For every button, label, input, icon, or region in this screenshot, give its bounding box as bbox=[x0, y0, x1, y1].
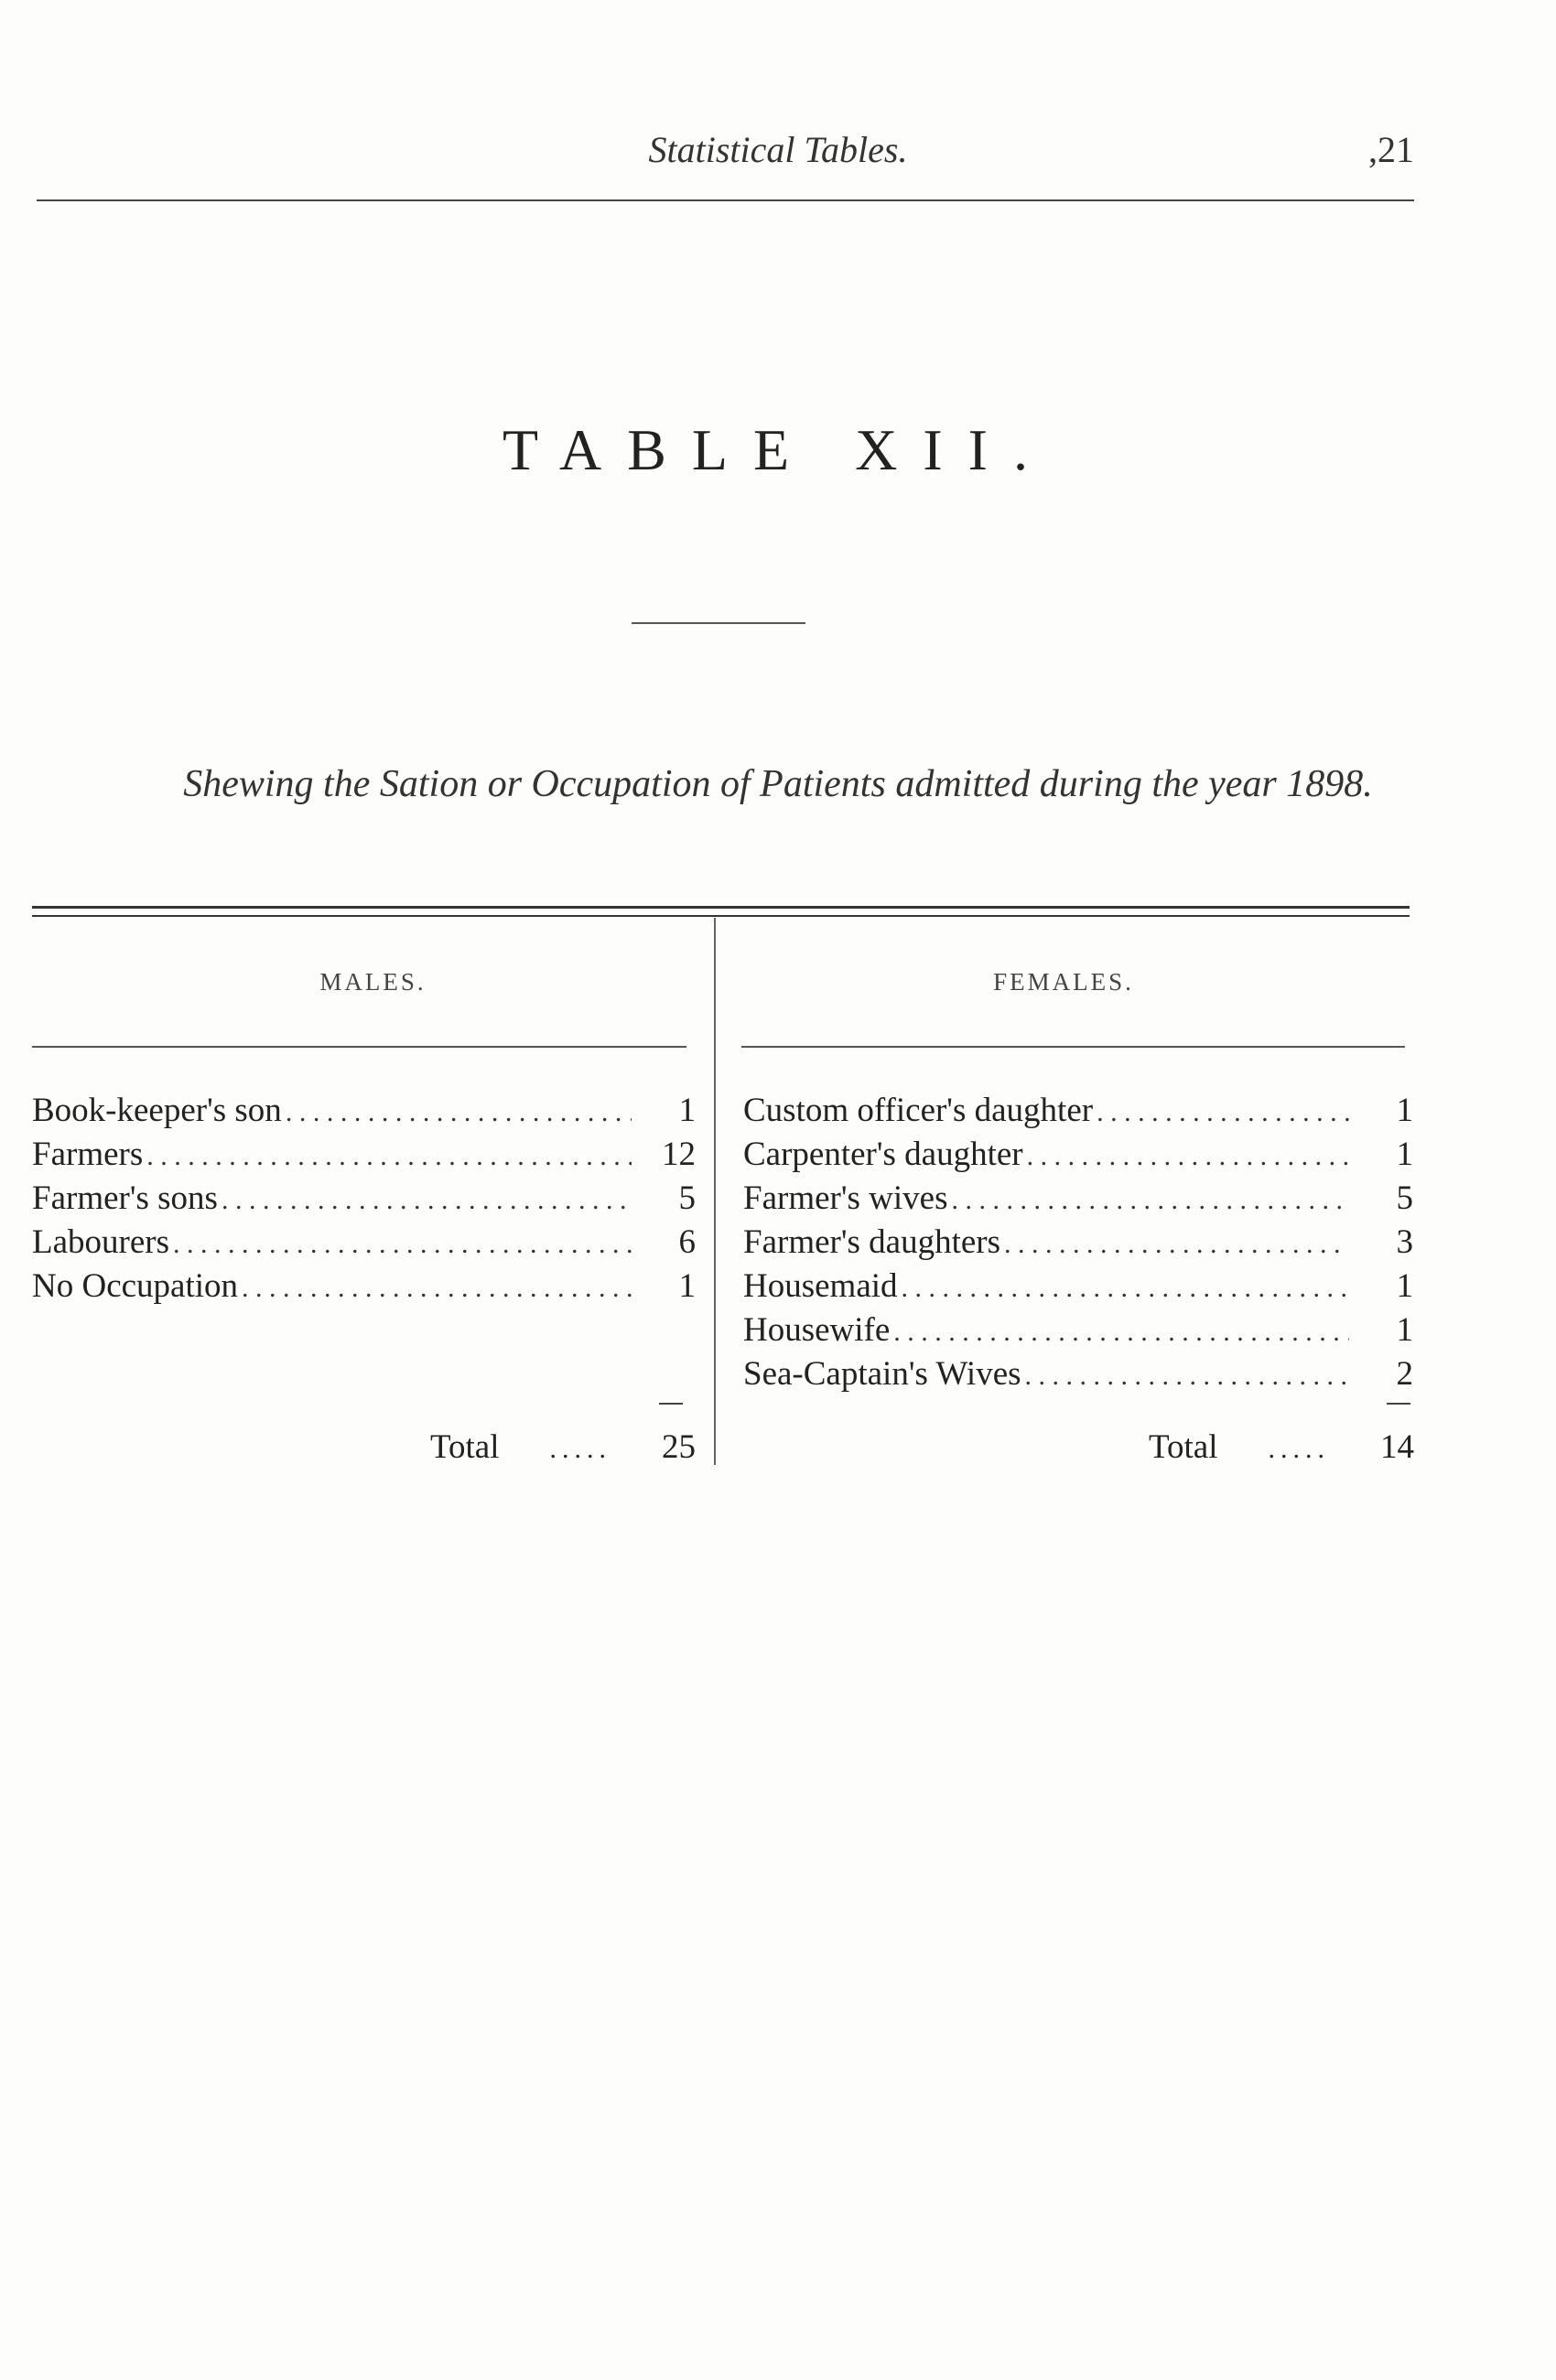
occupation-count: 1 bbox=[1396, 1092, 1413, 1129]
table-row bbox=[743, 1310, 1413, 1354]
table-row bbox=[32, 1222, 696, 1266]
occupation-label: Labourers bbox=[32, 1223, 169, 1261]
occupation-count: 5 bbox=[678, 1179, 696, 1217]
occupation-count: 1 bbox=[1396, 1267, 1413, 1305]
dot-leader bbox=[286, 1097, 632, 1128]
table-top-rule bbox=[32, 906, 1410, 909]
occupation-count: 6 bbox=[678, 1223, 696, 1261]
header-rule bbox=[37, 199, 1414, 201]
table-row bbox=[743, 1179, 1413, 1222]
occupation-count: 5 bbox=[1396, 1179, 1413, 1217]
table-row bbox=[32, 1266, 696, 1310]
occupation-label: Farmers bbox=[32, 1136, 144, 1173]
table-row bbox=[743, 1266, 1413, 1310]
occupation-count: 1 bbox=[678, 1092, 696, 1129]
table-title: TABLE XII. bbox=[502, 417, 1054, 482]
females-total bbox=[1149, 1427, 1414, 1467]
females-list bbox=[743, 1091, 1413, 1398]
total-value: 25 bbox=[662, 1428, 696, 1466]
table-row bbox=[743, 1222, 1413, 1266]
males-heading-rule bbox=[32, 1046, 686, 1048]
occupation-label: No Occupation bbox=[32, 1267, 239, 1305]
occupation-label: Carpenter's daughter bbox=[743, 1136, 1023, 1173]
table-row bbox=[32, 1135, 696, 1179]
males-total bbox=[430, 1427, 696, 1467]
column-divider bbox=[714, 918, 716, 1465]
table-row bbox=[32, 1091, 696, 1135]
total-label: Total bbox=[430, 1428, 500, 1466]
females-heading: FEMALES. bbox=[993, 968, 1134, 996]
occupation-count: 1 bbox=[1396, 1311, 1413, 1349]
running-title: Statistical Tables. bbox=[648, 129, 908, 170]
dot-leader bbox=[146, 1141, 632, 1172]
females-sum-rule bbox=[1387, 1403, 1410, 1405]
occupation-label: Farmer's sons bbox=[32, 1179, 218, 1217]
males-sum-rule bbox=[659, 1403, 683, 1405]
table-subtitle: Shewing the Sation or Occupation of Patients admitted during the year 1898. bbox=[183, 763, 1373, 805]
occupation-count: 1 bbox=[1396, 1136, 1413, 1173]
dot-leader bbox=[1004, 1229, 1349, 1260]
occupation-label: Custom officer's daughter bbox=[743, 1092, 1094, 1129]
total-label: Total bbox=[1149, 1428, 1218, 1466]
males-list bbox=[32, 1091, 696, 1310]
title-divider bbox=[632, 622, 805, 624]
dot-leader: ..... bbox=[549, 1434, 611, 1464]
occupation-label: Sea-Captain's Wives bbox=[743, 1355, 1021, 1393]
dot-leader bbox=[173, 1229, 632, 1260]
dot-leader bbox=[1027, 1141, 1349, 1172]
occupation-count: 3 bbox=[1396, 1223, 1413, 1261]
dot-leader bbox=[893, 1317, 1349, 1348]
occupation-label: Farmer's daughters bbox=[743, 1223, 1001, 1261]
dot-leader bbox=[242, 1273, 632, 1304]
dot-leader bbox=[1025, 1361, 1349, 1392]
occupation-label: Book-keeper's son bbox=[32, 1092, 282, 1129]
dot-leader: ..... bbox=[1268, 1434, 1330, 1464]
occupation-count: 1 bbox=[678, 1267, 696, 1305]
table-top-rule-inner bbox=[32, 915, 1410, 917]
table-row bbox=[743, 1354, 1413, 1398]
occupation-label: Farmer's wives bbox=[743, 1179, 948, 1217]
occupation-label: Housemaid bbox=[743, 1267, 898, 1305]
total-value: 14 bbox=[1380, 1428, 1414, 1466]
females-heading-rule bbox=[741, 1046, 1405, 1048]
page-number: ,21 bbox=[1368, 129, 1414, 170]
occupation-count: 2 bbox=[1396, 1355, 1413, 1393]
table-row bbox=[743, 1135, 1413, 1179]
males-heading: MALES. bbox=[319, 968, 427, 996]
dot-leader bbox=[1097, 1097, 1349, 1128]
table-row bbox=[743, 1091, 1413, 1135]
occupation-count: 12 bbox=[662, 1136, 696, 1173]
occupation-label: Housewife bbox=[743, 1311, 891, 1349]
dot-leader bbox=[222, 1185, 632, 1216]
dot-leader bbox=[951, 1185, 1349, 1216]
table-row bbox=[32, 1179, 696, 1222]
dot-leader bbox=[902, 1273, 1349, 1304]
